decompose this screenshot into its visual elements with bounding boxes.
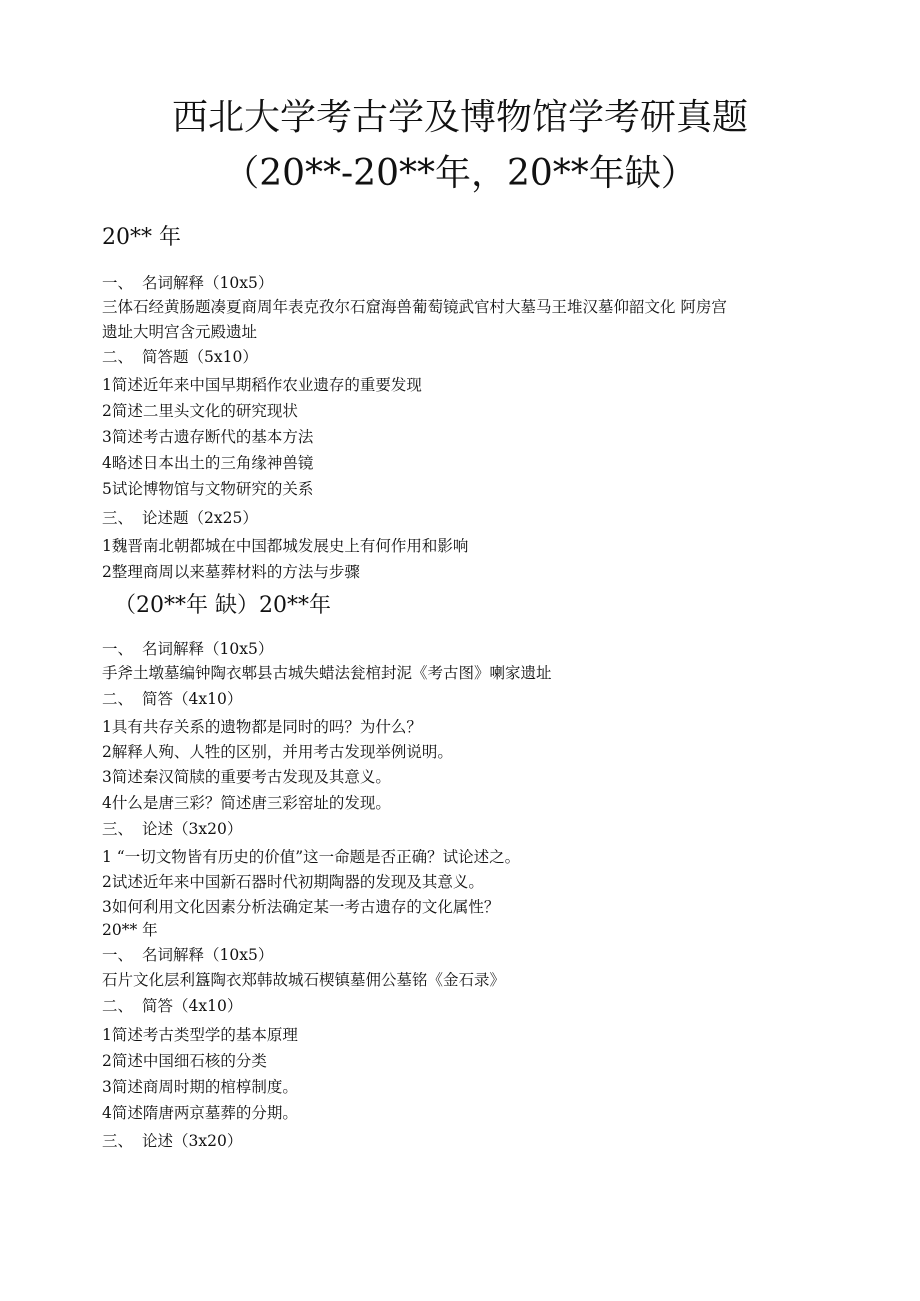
section-heading [102, 272, 818, 294]
year-heading: 20** 年 [102, 225, 181, 250]
terms-line: 手斧土墩墓编钟陶衣郫县古城失蜡法瓮棺封泥《考古图》喇家遗址 [102, 664, 552, 682]
section-label: 简答题（5x10） [142, 348, 258, 366]
terms-line: 三体石经黄肠题凑夏商周年表克孜尔石窟海兽葡萄镜武官村大墓马王堆汉墓仰韶文化 阿房宫 [102, 298, 727, 316]
question-item: 4简述隋唐两京墓葬的分期。 [102, 1104, 298, 1122]
question-item: 3如何利用文化因素分析法确定某一考古遗存的文化属性？ [102, 898, 500, 916]
section-label: 论述题（2x25） [142, 509, 258, 527]
section-number: 三、 [102, 509, 134, 527]
section-label: 名词解释（10x5） [142, 274, 274, 292]
terms-line: 遗址大明宫含元殿遗址 [102, 323, 258, 341]
question-item: 2简述中国细石核的分类 [102, 1052, 267, 1070]
question-item: 1魏晋南北朝都城在中国都城发展史上有何作用和影响 [102, 537, 469, 555]
question-item: 4什么是唐三彩？简述唐三彩窑址的发现。 [102, 794, 391, 812]
section-heading [102, 944, 818, 966]
section-number: 三、 [102, 1132, 134, 1150]
section-heading [102, 346, 818, 368]
section-heading [102, 995, 818, 1017]
terms-line: 石片文化层利簋陶衣郑韩故城石楔镇墓佣公墓铭《金石录》 [102, 971, 506, 989]
document-subtitle: （20**-20**年，20**年缺） [223, 153, 697, 194]
question-item: 1 “一切文物皆有历史的价值”这一命题是否正确？试论述之。 [102, 848, 521, 866]
section-number: 二、 [102, 690, 134, 708]
section-number: 二、 [102, 997, 134, 1015]
section-number: 三、 [102, 820, 134, 838]
section-label: 论述（3x20） [142, 820, 243, 838]
section-heading [102, 1130, 818, 1152]
section-heading [102, 818, 818, 840]
section-heading [102, 507, 818, 529]
section-heading [102, 688, 818, 710]
question-item: 4略述日本出土的三角缘神兽镜 [102, 454, 314, 472]
section-label: 论述（3x20） [142, 1132, 243, 1150]
section-number: 二、 [102, 348, 134, 366]
question-item: 2试述近年来中国新石器时代初期陶器的发现及其意义。 [102, 873, 484, 891]
section-label: 名词解释（10x5） [142, 640, 274, 658]
section-label: 名词解释（10x5） [142, 946, 274, 964]
question-item: 5试论博物馆与文物研究的关系 [102, 480, 314, 498]
question-item: 3简述秦汉简牍的重要考古发现及其意义。 [102, 768, 391, 786]
section-number: 一、 [102, 640, 134, 658]
year-heading: （20**年 缺）20**年 [114, 593, 331, 618]
section-label: 简答（4x10） [142, 690, 243, 708]
question-item: 2简述二里头文化的研究现状 [102, 402, 298, 420]
question-item: 2整理商周以来墓葬材料的方法与步骤 [102, 563, 360, 581]
question-item: 2解释人殉、人牲的区别，并用考古发现举例说明。 [102, 743, 453, 761]
question-item: 3简述商周时期的棺椁制度。 [102, 1078, 298, 1096]
question-item: 1简述考古类型学的基本原理 [102, 1026, 298, 1044]
section-number: 一、 [102, 274, 134, 292]
question-item: 1具有共存关系的遗物都是同时的吗？为什么？ [102, 718, 422, 736]
question-item: 3简述考古遗存断代的基本方法 [102, 428, 314, 446]
section-number: 一、 [102, 946, 134, 964]
question-item: 1简述近年来中国早期稻作农业遗存的重要发现 [102, 376, 422, 394]
section-label: 简答（4x10） [142, 997, 243, 1015]
section-heading [102, 638, 818, 660]
year-heading: 20** 年 [102, 921, 158, 939]
document-title: 西北大学考古学及博物馆学考研真题 [171, 97, 748, 138]
